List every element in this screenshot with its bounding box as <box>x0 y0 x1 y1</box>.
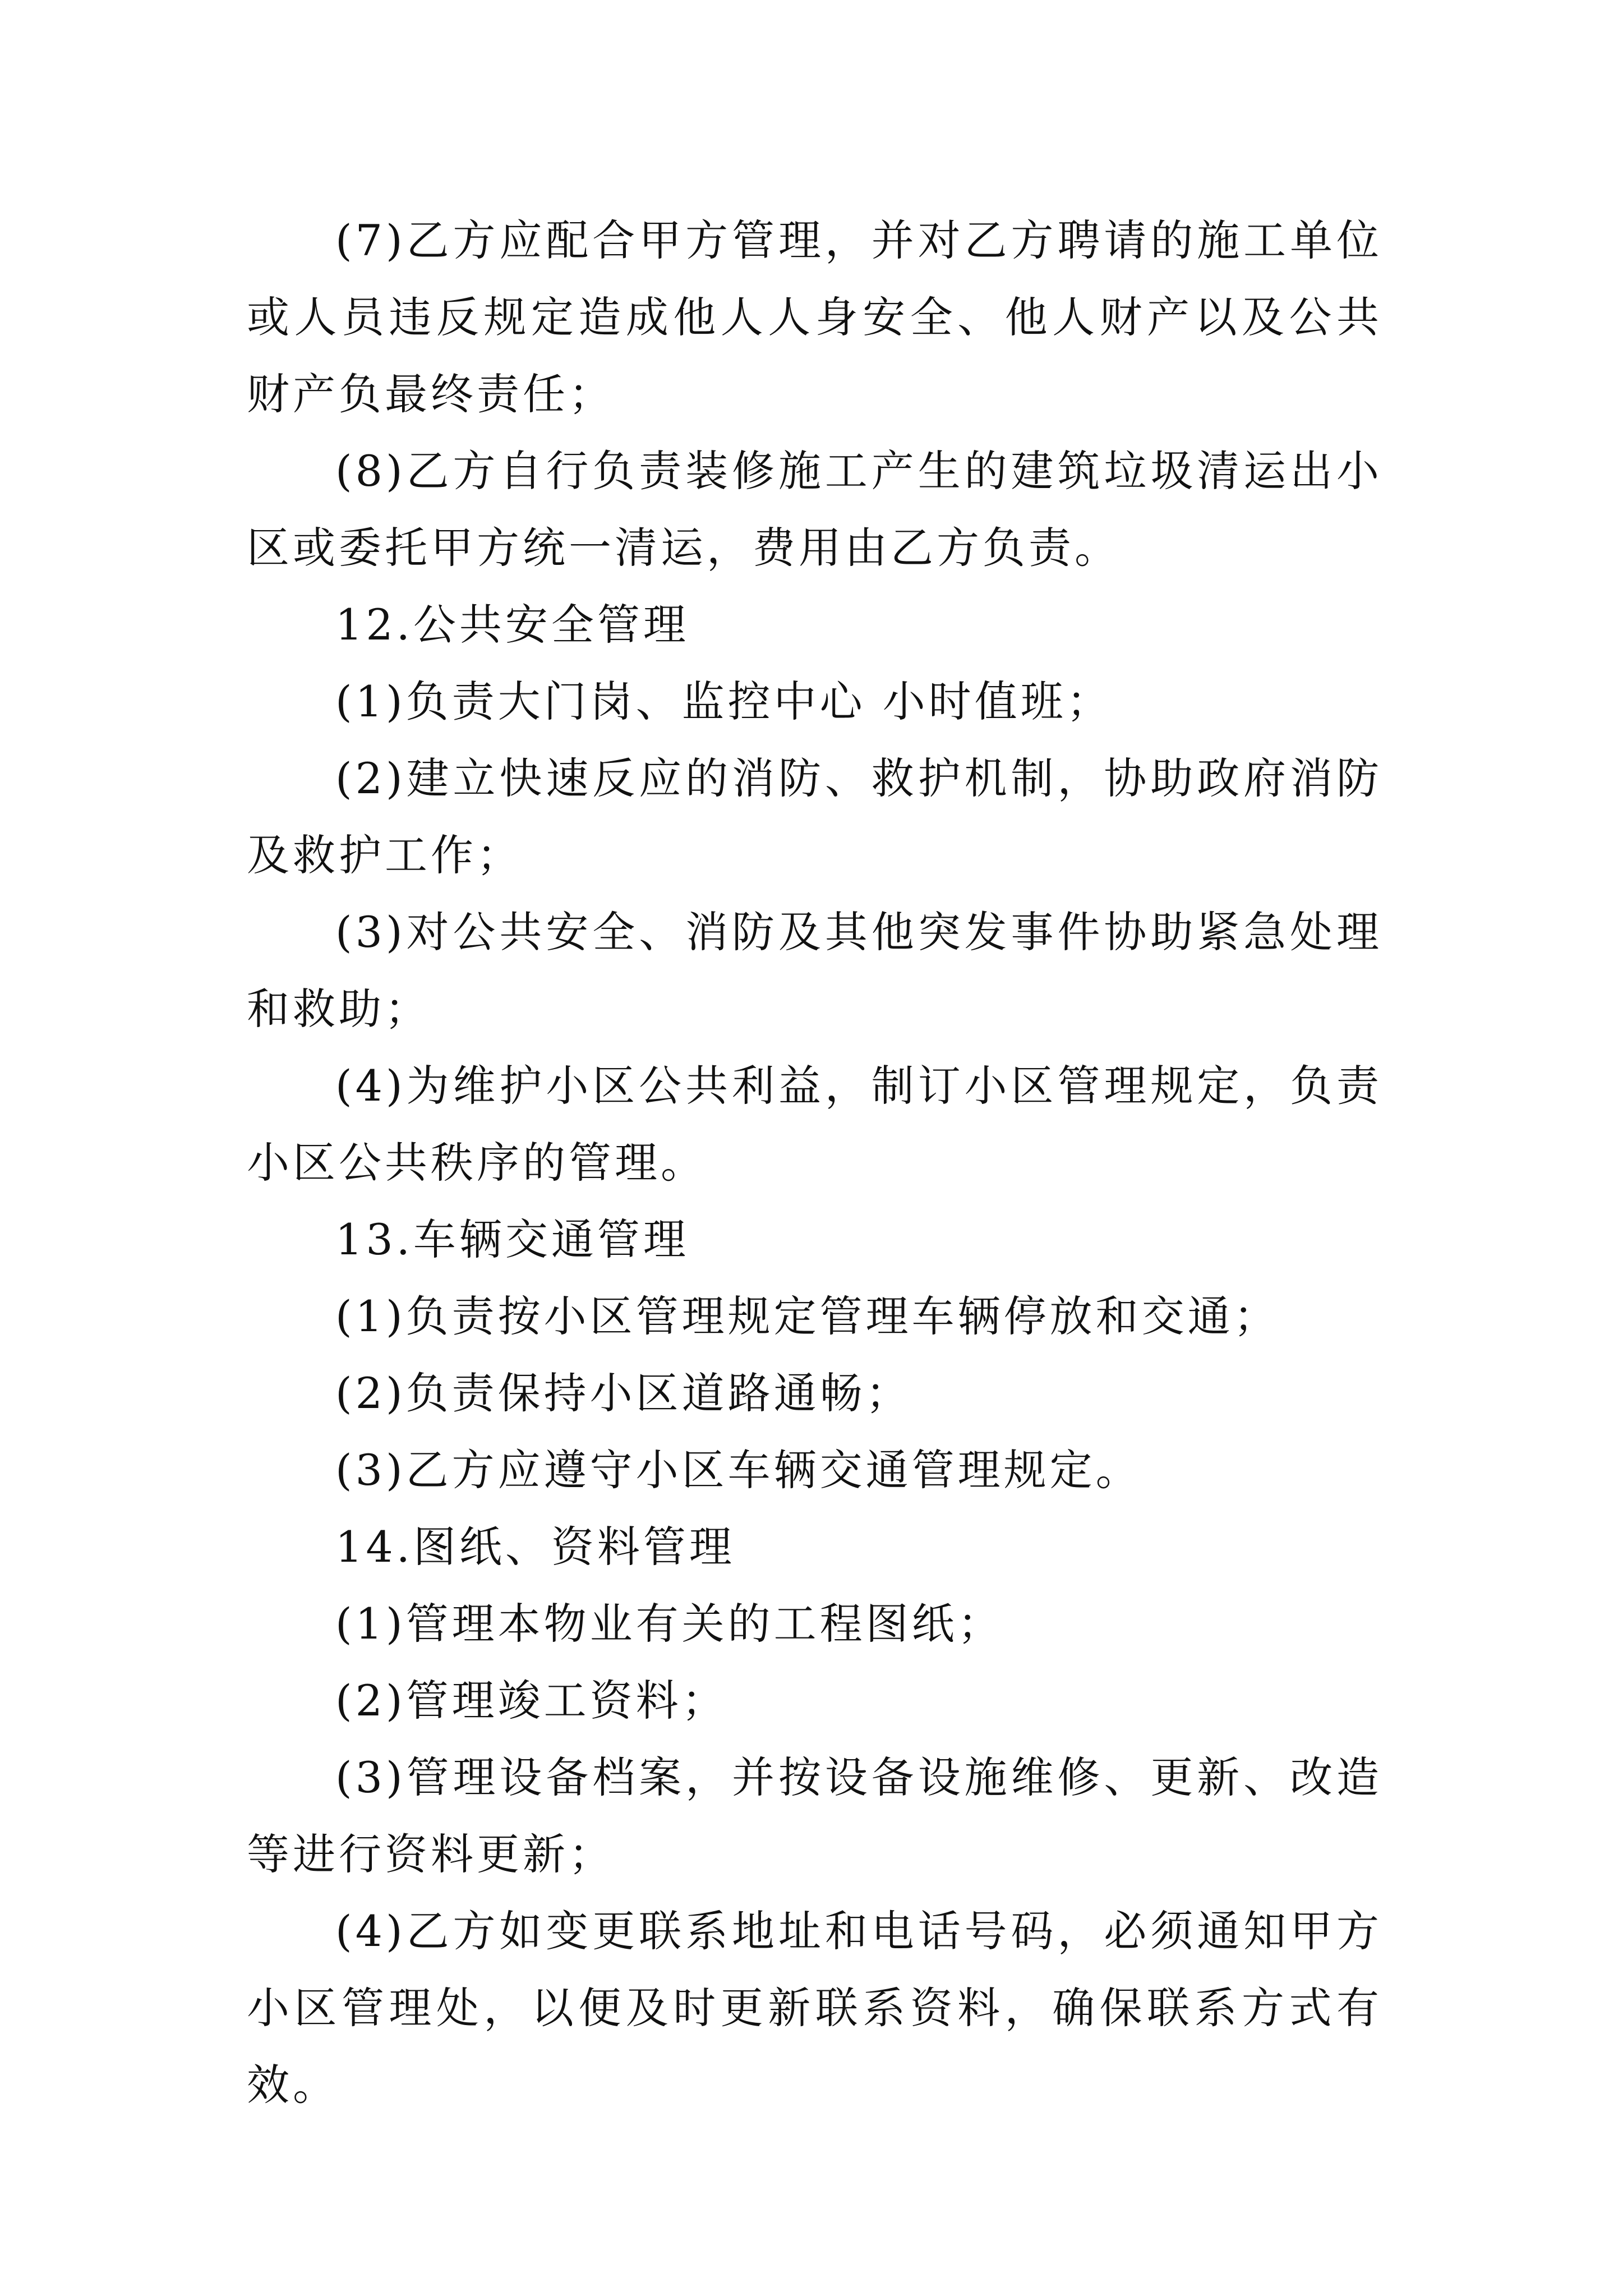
clause-item-13-1: (1)负责按小区管理规定管理车辆停放和交通； <box>335 1291 1280 1341</box>
section-heading-14: 14.图纸、资料管理 <box>335 1522 735 1572</box>
clause-item-13-2: (2)负责保持小区道路通畅； <box>335 1368 912 1418</box>
clause-item-12-4: (4)为维护小区公共利益，制订小区管理规定，负责小区公共秩序的管理。 <box>247 1061 1382 1188</box>
clause-item-8: (8)乙方自行负责装修施工产生的建筑垃圾清运出小区或委托甲方统一清运，费用由乙方负责。 <box>247 446 1382 573</box>
clause-item-13-3: (3)乙方应遵守小区车辆交通管理规定。 <box>335 1445 1142 1495</box>
clause-item-14-2: (2)管理竣工资料； <box>335 1676 728 1726</box>
clause-item-14-1: (1)管理本物业有关的工程图纸； <box>335 1599 1004 1649</box>
document-body <box>247 202 1382 2123</box>
clause-item-14-4: (4)乙方如变更联系地址和电话号码，必须通知甲方 小区管理处，以便及时更新联系资料，确保联系方式有效。 <box>247 1906 1382 2110</box>
section-heading-12: 12.公共安全管理 <box>335 600 689 650</box>
clause-item-14-3: (3)管理设备档案，并按设备设施维修、更新、改造等进行资料更新； <box>247 1752 1382 1879</box>
clause-item-12-1: (1)负责大门岗、监控中心 小时值班； <box>335 677 1113 726</box>
clause-item-12-2: (2)建立快速反应的消防、救护机制，协助政府消防及救护工作； <box>247 753 1382 880</box>
section-heading-13: 13.车辆交通管理 <box>335 1214 689 1264</box>
clause-item-7: (7)乙方应配合甲方管理，并对乙方聘请的施工单位或人员违反规定造成他人人身安全、他人财产以及公共财产负最终责任； <box>247 215 1382 419</box>
clause-item-12-3: (3)对公共安全、消防及其他突发事件协助紧急处理和救助； <box>247 907 1382 1034</box>
